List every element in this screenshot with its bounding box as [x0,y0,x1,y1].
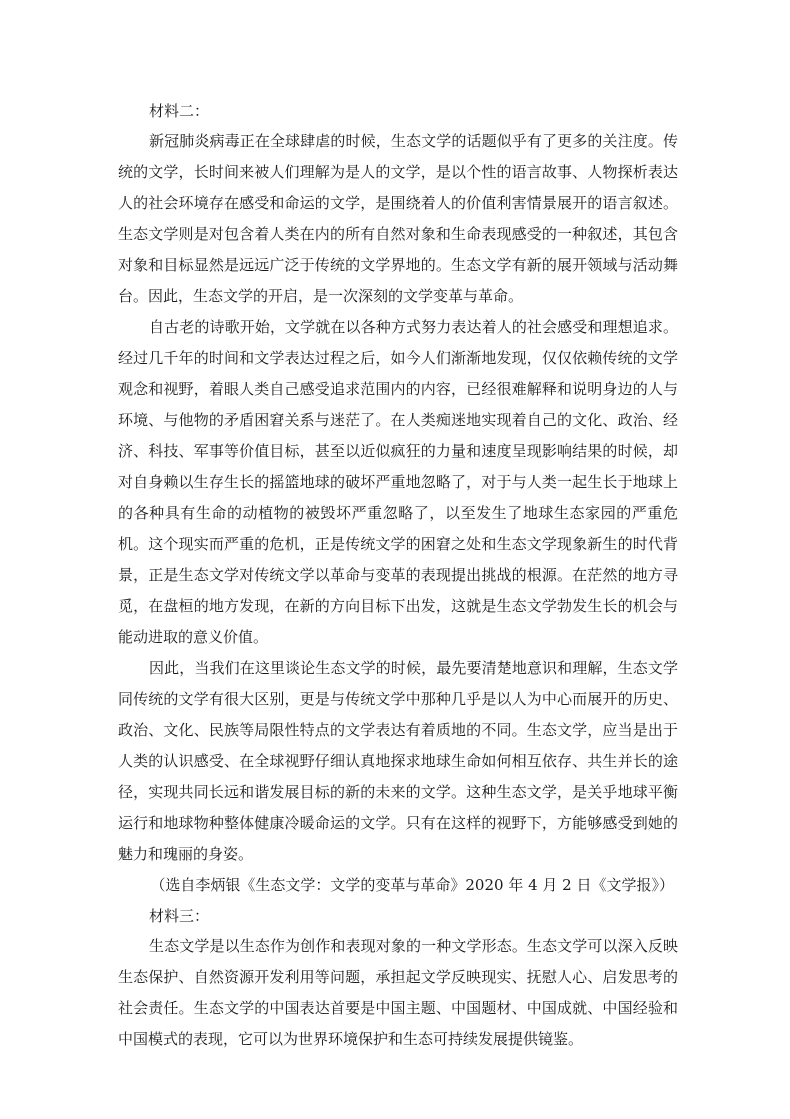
material-3-paragraph-1: 生态文学是以生态作为创作和表现对象的一种文学形态。生态文学可以深入反映生态保护、自然资源开发利用等问题，承担起文学反映现实、抚慰人心、启发思考的社会责任。生态文学的中国表达首要是中国主题、中国题材、中国成就、中国经验和中国模式的表现，它可以为世界环境保护和生态可持续发展提供镜鉴。 [118,937,678,1048]
material-3-heading: 材料三： [149,907,210,925]
material-2-paragraph-1: 新冠肺炎病毒正在全球肆虐的时候，生态文学的话题似乎有了更多的关注度。传统的文学，长时间来被人们理解为是人的文学，是以个性的语言故事、人物探析表达人的社会环境存在感受和命运的文学，是围绕着人的价值利害情景展开的语言叙述。生态文学则是对包含着人类在内的所有自然对象和生命表现感受的一种叙述，其包含对象和目标显然是远远广泛于传统的文学界地的。生态文学有新的展开领域与活动舞台。因此，生态文学的开启，是一次深刻的文学变革与革命。 [118,132,678,305]
material-2-heading: 材料二： [149,102,210,120]
material-2-citation: （选自李炳银《生态文学：文学的变革与革命》2020 年 4 月 2 日《文学报》） [150,876,674,894]
material-2-paragraph-2: 自古老的诗歌开始，文学就在以各种方式努力表达着人的社会感受和理想追求。经过几千年的时间和文学表达过程之后，如今人们渐渐地发现，仅仅依赖传统的文学观念和视野，着眼人类自己感受追求范围内的内容，已经很难解释和说明身边的人与环境、与他物的矛盾困窘关系与迷茫了。在人类痴迷地实现着自己的文化、政治、经济、科技、军事等价值目标，甚至以近似疯狂的力量和速度呈现影响结果的时候，却对自身赖以生存生长的摇篮地球的破坏严重地忽略了，对于与人类一起生长于地球上的各种具有生命的动植物的被毁坏严重忽略了，以至发生了地球生态家园的严重危机。这个现实而严重的危机，正是传统文学的困窘之处和生态文学现象新生的时代背景，正是生态文学对传统文学以革命与变革的表现提出挑战的根源。在茫然的地方寻觅，在盘桓的地方发现，在新的方向目标下出发，这就是生态文学勃发生长的机会与能动进取的意义价值。 [118,318,678,646]
document-page [118,96,678,1055]
material-2-paragraph-3: 因此，当我们在这里谈论生态文学的时候，最先要清楚地意识和理解，生态文学同传统的文学有很大区别，更是与传统文学中那种几乎是以人为中心而展开的历史、政治、文化、民族等局限性特点的文学表达有着质地的不同。生态文学，应当是出于人类的认识感受、在全球视野仔细认真地探求地球生命如何相互依存、共生并长的途径，实现共同长远和谐发展目标的新的未来的文学。这种生态文学，是关乎地球平衡运行和地球物种整体健康冷暖命运的文学。只有在这样的视野下，方能够感受到她的魅力和瑰丽的身姿。 [118,659,678,863]
